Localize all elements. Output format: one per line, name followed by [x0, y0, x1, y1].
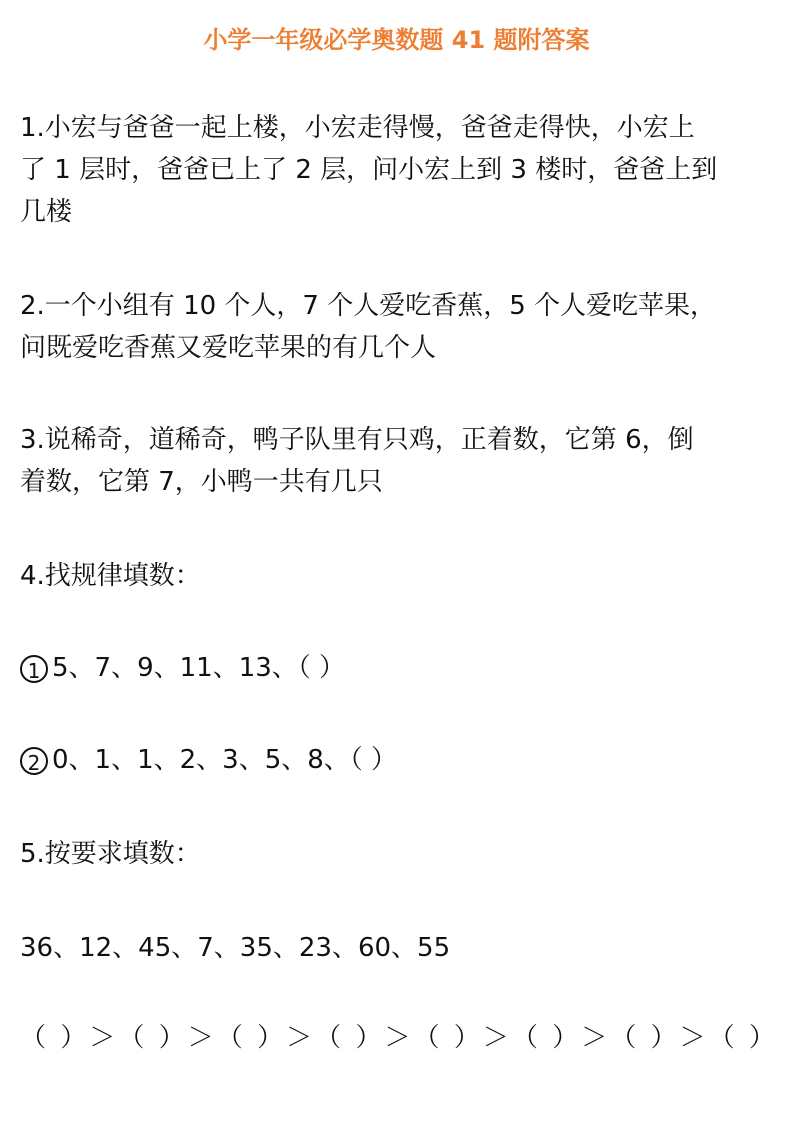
question-5-numbers: 36、12、45、7、35、23、60、55	[20, 933, 451, 963]
question-4-item-1	[20, 648, 345, 688]
question-2-line-2: 问既爱吃香蕉又爱吃苹果的有几个人	[20, 333, 437, 363]
page-title: 小学一年级必学奥数题 41 题附答案	[203, 26, 590, 54]
question-4-item-2	[20, 740, 397, 780]
question-5-heading: 5.按要求填数：	[20, 839, 201, 869]
circled-number-2: 2	[20, 747, 48, 775]
sequence-2-text: 0、1、1、2、3、5、8、（ ）	[52, 745, 398, 775]
circled-number-1: 1	[20, 655, 48, 683]
question-3-line-1: 3.说稀奇，道稀奇，鸭子队里有只鸡，正着数，它第 6，倒	[20, 425, 694, 455]
question-5-comparison-blanks: （ ）＞（ ）＞（ ）＞（ ）＞（ ）＞（ ）＞（ ）＞（ ）	[20, 1023, 775, 1053]
question-4-heading: 4.找规律填数：	[20, 561, 201, 591]
question-2-line-1: 2.一个小组有 10 个人，7 个人爱吃香蕉，5 个人爱吃苹果，	[20, 291, 717, 321]
question-1-line-2: 了 1 层时，爸爸已上了 2 层，问小宏上到 3 楼时，爸爸上到	[20, 155, 718, 185]
sequence-1-text: 5、7、9、11、13、（ ）	[52, 653, 346, 683]
question-1-line-3: 几楼	[20, 197, 73, 227]
question-1-line-1: 1.小宏与爸爸一起上楼，小宏走得慢，爸爸走得快，小宏上	[20, 113, 695, 143]
question-3-line-2: 着数，它第 7，小鸭一共有几只	[20, 467, 383, 497]
